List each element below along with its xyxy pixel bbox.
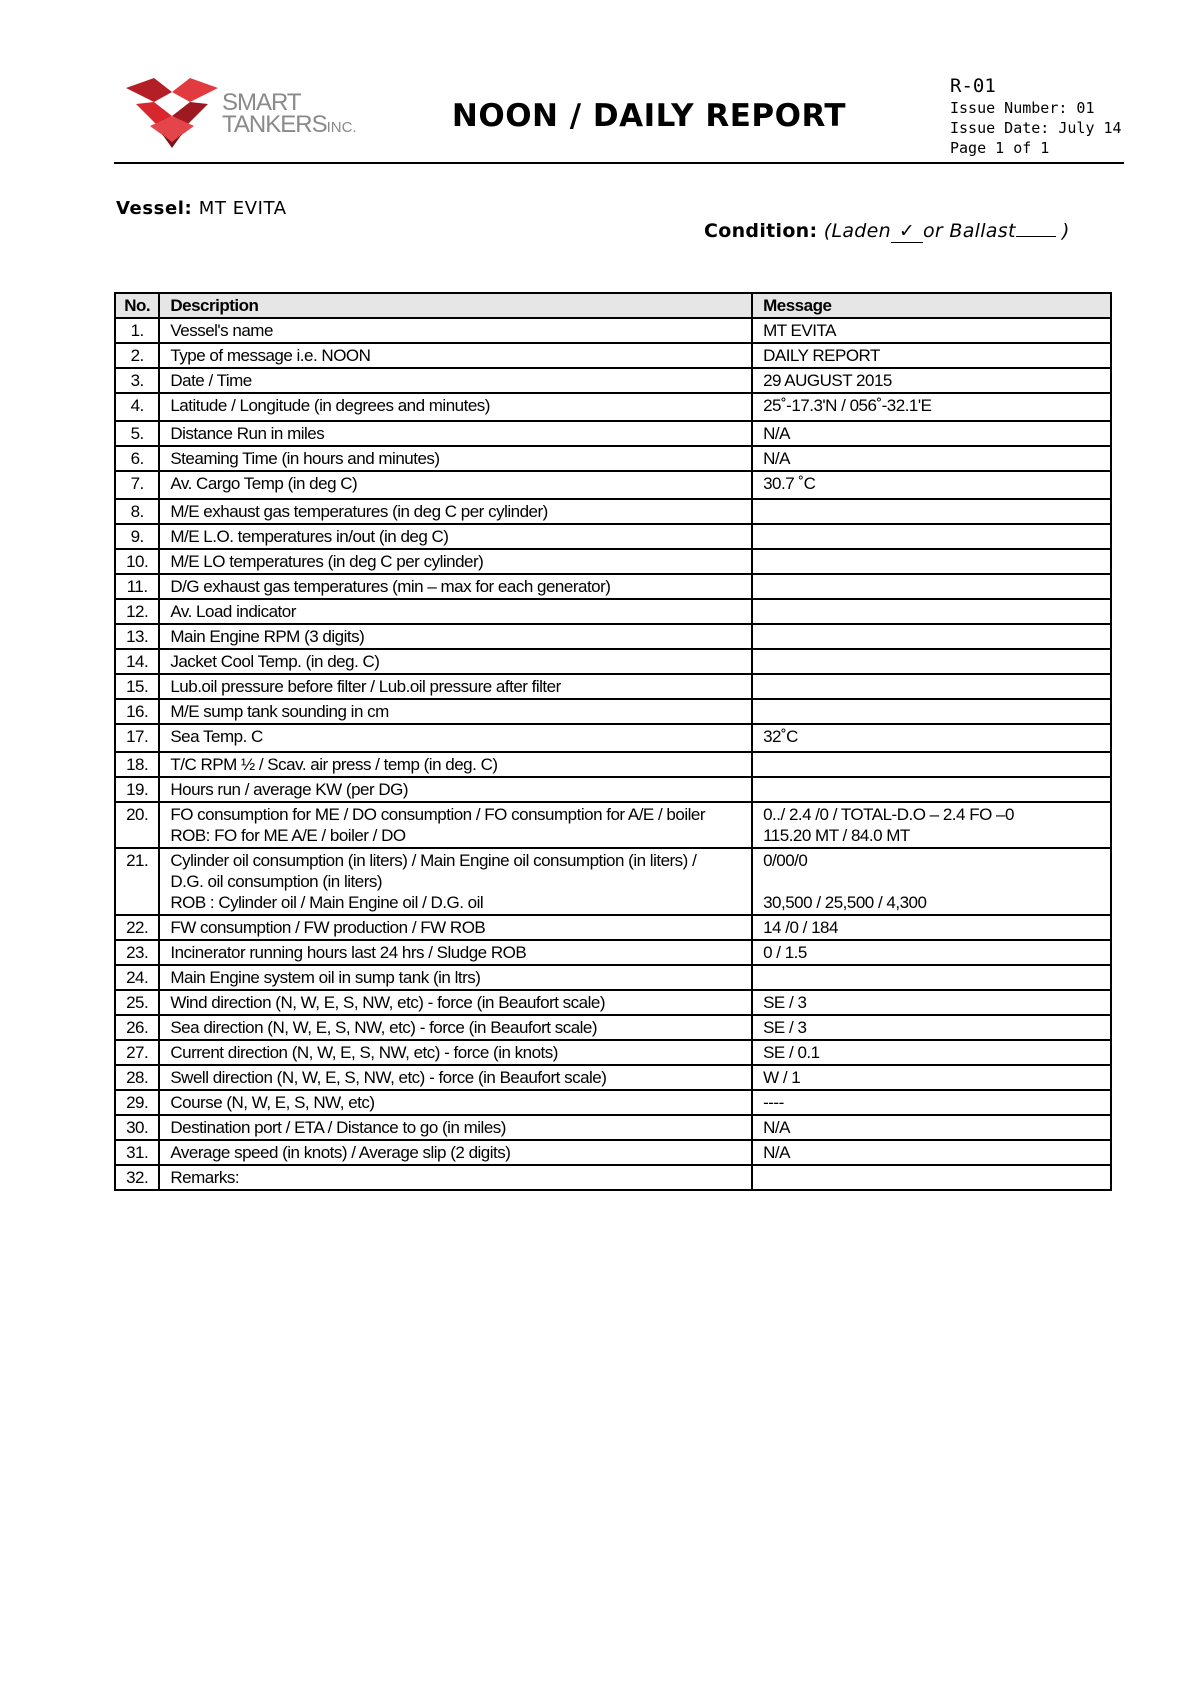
row-message: 0 / 1.5 — [752, 940, 1111, 965]
row-number: 12. — [115, 599, 159, 624]
table-row — [115, 599, 1111, 624]
table-row — [115, 1065, 1111, 1090]
document-header — [114, 70, 1124, 164]
report-title: NOON / DAILY REPORT — [451, 98, 847, 134]
row-number: 18. — [115, 752, 159, 777]
row-description: Lub.oil pressure before filter / Lub.oil pressure after filter — [159, 674, 752, 699]
row-number: 23. — [115, 940, 159, 965]
table-row — [115, 1040, 1111, 1065]
row-description: FW consumption / FW production / FW ROB — [159, 915, 752, 940]
row-description: Wind direction (N, W, E, S, NW, etc) - force (in Beaufort scale) — [159, 990, 752, 1015]
condition-options — [824, 220, 1070, 242]
row-number: 14. — [115, 649, 159, 674]
header-message: Message — [752, 293, 1111, 318]
table-row — [115, 524, 1111, 549]
logo-wordmark — [222, 89, 357, 139]
row-message: SE / 3 — [752, 1015, 1111, 1040]
table-row — [115, 915, 1111, 940]
row-description: M/E L.O. temperatures in/out (in deg C) — [159, 524, 752, 549]
row-description: Distance Run in miles — [159, 421, 752, 446]
table-row — [115, 549, 1111, 574]
table-row — [115, 446, 1111, 471]
row-description: Vessel's name — [159, 318, 752, 343]
header-description: Description — [159, 293, 752, 318]
row-number: 25. — [115, 990, 159, 1015]
row-message: 30.7 ˚C — [752, 471, 1111, 499]
row-message: 14 /0 / 184 — [752, 915, 1111, 940]
report-table — [114, 292, 1112, 1191]
row-message — [752, 752, 1111, 777]
table-row — [115, 699, 1111, 724]
report-table-body — [115, 318, 1111, 1190]
table-header-row — [115, 293, 1111, 318]
row-number: 8. — [115, 499, 159, 524]
row-message: ---- — [752, 1090, 1111, 1115]
row-number: 21. — [115, 848, 159, 915]
row-description: Sea Temp. C — [159, 724, 752, 752]
row-message — [752, 777, 1111, 802]
table-row — [115, 318, 1111, 343]
row-message — [752, 549, 1111, 574]
table-row — [115, 1015, 1111, 1040]
row-message: 0/00/0 30,500 / 25,500 / 4,300 — [752, 848, 1111, 915]
logo-line-1: SMART — [222, 89, 301, 116]
row-description: Hours run / average KW (per DG) — [159, 777, 752, 802]
row-number: 28. — [115, 1065, 159, 1090]
row-message — [752, 965, 1111, 990]
table-row — [115, 499, 1111, 524]
issue-number: Issue Number: 01 — [950, 99, 1095, 117]
row-message: 25˚-17.3'N / 056˚-32.1'E — [752, 393, 1111, 421]
row-description: Av. Load indicator — [159, 599, 752, 624]
row-number: 19. — [115, 777, 159, 802]
table-row — [115, 421, 1111, 446]
row-message: N/A — [752, 1140, 1111, 1165]
row-message: SE / 0.1 — [752, 1040, 1111, 1065]
issue-date: Issue Date: July 14 — [950, 119, 1122, 137]
row-number: 27. — [115, 1040, 159, 1065]
row-description: Latitude / Longitude (in degrees and minutes) — [159, 393, 752, 421]
row-message: N/A — [752, 446, 1111, 471]
row-number: 20. — [115, 802, 159, 848]
row-message — [752, 699, 1111, 724]
row-description: Sea direction (N, W, E, S, NW, etc) - force (in Beaufort scale) — [159, 1015, 752, 1040]
vessel-label: Vessel: — [116, 198, 193, 219]
company-logo — [126, 78, 361, 148]
table-row — [115, 343, 1111, 368]
row-message — [752, 1165, 1111, 1190]
table-row — [115, 965, 1111, 990]
row-number: 29. — [115, 1090, 159, 1115]
row-number: 26. — [115, 1015, 159, 1040]
row-description: Type of message i.e. NOON — [159, 343, 752, 368]
condition-ballast: or Ballast — [923, 220, 1016, 242]
table-row — [115, 752, 1111, 777]
row-description: Incinerator running hours last 24 hrs / Sludge ROB — [159, 940, 752, 965]
vessel-line — [116, 198, 287, 219]
table-row — [115, 1165, 1111, 1190]
row-number: 3. — [115, 368, 159, 393]
vessel-name: MT EVITA — [198, 198, 287, 219]
row-number: 31. — [115, 1140, 159, 1165]
row-message — [752, 599, 1111, 624]
row-description: Destination port / ETA / Distance to go (in miles) — [159, 1115, 752, 1140]
row-description: Swell direction (N, W, E, S, NW, etc) - force (in Beaufort scale) — [159, 1065, 752, 1090]
row-number: 24. — [115, 965, 159, 990]
row-message: 29 AUGUST 2015 — [752, 368, 1111, 393]
row-description: Main Engine RPM (3 digits) — [159, 624, 752, 649]
logo-inc: INC. — [326, 119, 357, 136]
header-no: No. — [115, 293, 159, 318]
row-description: M/E sump tank sounding in cm — [159, 699, 752, 724]
row-message — [752, 674, 1111, 699]
condition-label: Condition: — [704, 220, 818, 242]
condition-laden: (Laden — [823, 220, 891, 242]
row-message — [752, 499, 1111, 524]
row-description: Current direction (N, W, E, S, NW, etc) - force (in knots) — [159, 1040, 752, 1065]
row-number: 7. — [115, 471, 159, 499]
row-number: 16. — [115, 699, 159, 724]
row-number: 1. — [115, 318, 159, 343]
table-row — [115, 724, 1111, 752]
smart-tankers-logo-icon — [126, 78, 218, 148]
row-message: N/A — [752, 1115, 1111, 1140]
row-number: 9. — [115, 524, 159, 549]
row-description: Jacket Cool Temp. (in deg. C) — [159, 649, 752, 674]
table-row — [115, 574, 1111, 599]
row-number: 6. — [115, 446, 159, 471]
row-number: 15. — [115, 674, 159, 699]
table-row — [115, 848, 1111, 915]
row-message: 0../ 2.4 /0 / TOTAL-D.O – 2.4 FO –0 115.20 MT / 84.0 MT — [752, 802, 1111, 848]
table-row — [115, 990, 1111, 1015]
row-number: 4. — [115, 393, 159, 421]
row-message: DAILY REPORT — [752, 343, 1111, 368]
row-message: N/A — [752, 421, 1111, 446]
table-row — [115, 393, 1111, 421]
document-info — [950, 74, 1122, 158]
table-row — [115, 1090, 1111, 1115]
table-row — [115, 624, 1111, 649]
row-description: Remarks: — [159, 1165, 752, 1190]
row-description: M/E exhaust gas temperatures (in deg C per cylinder) — [159, 499, 752, 524]
table-row — [115, 802, 1111, 848]
table-row — [115, 1140, 1111, 1165]
row-message — [752, 524, 1111, 549]
row-number: 11. — [115, 574, 159, 599]
table-row — [115, 674, 1111, 699]
document-code: R-01 — [950, 75, 996, 97]
row-number: 2. — [115, 343, 159, 368]
row-number: 17. — [115, 724, 159, 752]
row-description: Course (N, W, E, S, NW, etc) — [159, 1090, 752, 1115]
row-number: 5. — [115, 421, 159, 446]
row-number: 13. — [115, 624, 159, 649]
row-number: 10. — [115, 549, 159, 574]
table-row — [115, 940, 1111, 965]
page-number: Page 1 of 1 — [950, 139, 1050, 157]
condition-close: ) — [1062, 220, 1070, 242]
row-number: 22. — [115, 915, 159, 940]
row-message: MT EVITA — [752, 318, 1111, 343]
row-message — [752, 649, 1111, 674]
laden-check-icon: ✓ — [891, 220, 923, 243]
row-description: FO consumption for ME / DO consumption / FO consumption for A/E / boiler ROB: FO for ME A/E / boiler / DO — [159, 802, 752, 848]
ballast-blank — [1016, 222, 1056, 237]
row-description: Av. Cargo Temp (in deg C) — [159, 471, 752, 499]
row-message: 32˚C — [752, 724, 1111, 752]
row-number: 30. — [115, 1115, 159, 1140]
row-description: Main Engine system oil in sump tank (in ltrs) — [159, 965, 752, 990]
row-description: M/E LO temperatures (in deg C per cylinder) — [159, 549, 752, 574]
table-row — [115, 649, 1111, 674]
row-description: Date / Time — [159, 368, 752, 393]
row-message — [752, 624, 1111, 649]
row-description: T/C RPM ½ / Scav. air press / temp (in deg. C) — [159, 752, 752, 777]
table-row — [115, 471, 1111, 499]
row-message: W / 1 — [752, 1065, 1111, 1090]
table-row — [115, 1115, 1111, 1140]
row-message: SE / 3 — [752, 990, 1111, 1015]
table-row — [115, 368, 1111, 393]
row-description: Cylinder oil consumption (in liters) / Main Engine oil consumption (in liters) / D.G. oil consumption (in liters) ROB : Cylinder oil / Main Engine oil / D.G. oil — [159, 848, 752, 915]
row-number: 32. — [115, 1165, 159, 1190]
row-message — [752, 574, 1111, 599]
row-description: D/G exhaust gas temperatures (min – max for each generator) — [159, 574, 752, 599]
row-description: Average speed (in knots) / Average slip (2 digits) — [159, 1140, 752, 1165]
condition-line — [704, 220, 1070, 243]
logo-line-2: TANKERS — [222, 111, 327, 138]
row-description: Steaming Time (in hours and minutes) — [159, 446, 752, 471]
table-row — [115, 777, 1111, 802]
